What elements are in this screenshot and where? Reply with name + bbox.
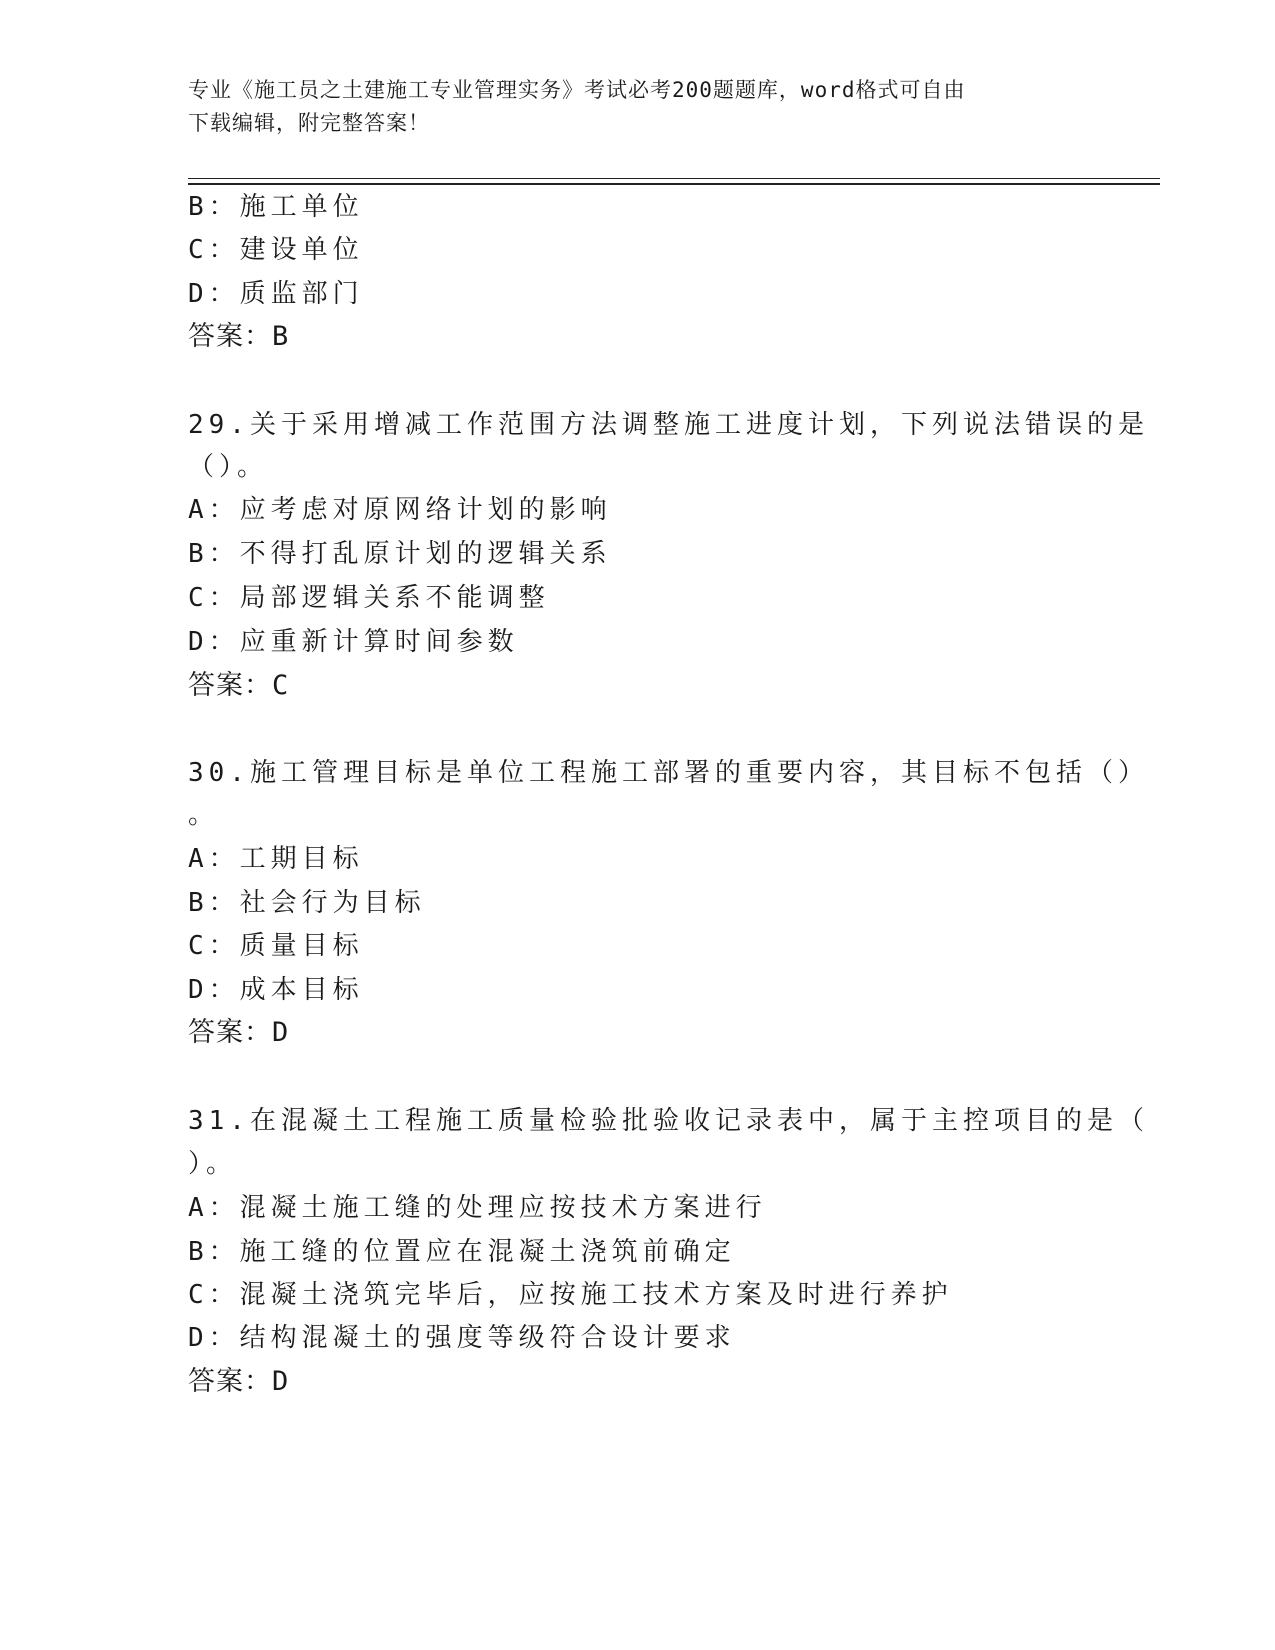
option-a: A：应考虑对原网络计划的影响 <box>188 495 612 525</box>
option-d: D：结构混凝土的强度等级符合设计要求 <box>188 1323 736 1353</box>
option-d: D：质监部门 <box>188 279 364 309</box>
answer: 答案：C <box>188 670 290 701</box>
question-stem: 29.关于采用增减工作范围方法调整施工进度计划，下列说法错误的是 <box>188 410 1149 440</box>
question-stem-continued: 。 <box>188 800 220 830</box>
header-line-1: 专业《施工员之土建施工专业管理实务》考试必考200题题库，word格式可自由 <box>188 78 966 102</box>
option-d: D：成本目标 <box>188 975 364 1005</box>
question-stem: 31.在混凝土工程施工质量检验批验收记录表中，属于主控项目的是（ <box>188 1106 1149 1136</box>
option-d: D：应重新计算时间参数 <box>188 627 519 657</box>
option-b: B：施工单位 <box>188 192 364 222</box>
answer: 答案：D <box>188 1017 290 1048</box>
question-stem: 30.施工管理目标是单位工程施工部署的重要内容，其目标不包括（） <box>188 758 1149 788</box>
option-b: B：社会行为目标 <box>188 888 426 918</box>
question-stem-continued: ）。 <box>188 1149 238 1179</box>
answer: 答案：D <box>188 1366 290 1397</box>
option-b: B：不得打乱原计划的逻辑关系 <box>188 539 612 569</box>
option-c: C：建设单位 <box>188 235 364 265</box>
answer: 答案：B <box>188 321 290 352</box>
option-a: A：混凝土施工缝的处理应按技术方案进行 <box>188 1193 767 1223</box>
option-a: A：工期目标 <box>188 844 364 874</box>
question-stem-continued: （）。 <box>188 452 269 482</box>
option-b: B：施工缝的位置应在混凝土浇筑前确定 <box>188 1237 736 1267</box>
option-c: C：质量目标 <box>188 931 364 961</box>
header-line-2: 下载编辑，附完整答案！ <box>188 111 430 135</box>
header-divider-thick <box>188 183 1160 185</box>
document-header <box>188 74 1088 140</box>
option-c: C：混凝土浇筑完毕后，应按施工技术方案及时进行养护 <box>188 1280 953 1310</box>
option-c: C：局部逻辑关系不能调整 <box>188 583 550 613</box>
header-divider-thin <box>188 178 1160 179</box>
